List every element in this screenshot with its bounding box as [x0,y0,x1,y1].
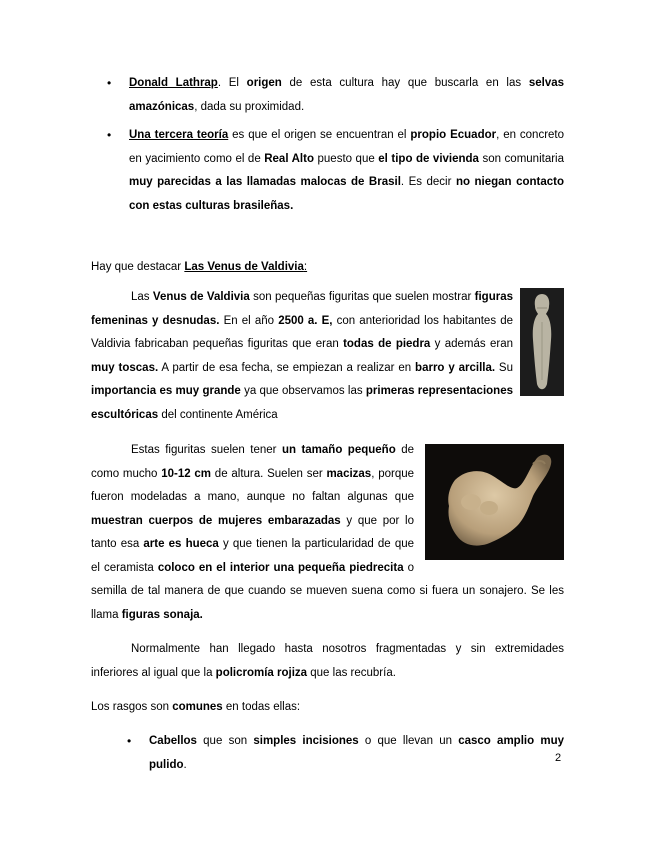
text-segment: Cabellos [149,735,197,747]
para2-line [91,510,414,534]
text-segment: 2500 a. E, [278,314,333,327]
text-segment: de esta cultura hay que buscarla en las [281,77,529,89]
text-segment: con anterioridad los habitantes de Valdivia fabricaban pequeñas figuritas que eran [91,314,514,350]
paragraph-figurine-size [91,439,414,580]
text-segment: o que llevan un [358,735,459,747]
text-segment: figuras sonaja. [121,608,203,621]
text-segment: . [183,758,187,771]
para2-line [91,533,414,557]
text-segment: figuras femeninas y desnudas. [91,291,513,327]
text-segment: el ceramista [91,561,158,574]
text-segment: como mucho [91,467,162,480]
text-segment: Venus de Valdivia [152,291,250,303]
text-segment: todas de piedra [343,338,431,350]
bullet-tercera-teoria [107,124,564,218]
text-segment: Las [131,291,153,303]
text-segment: fueron modeladas a mano, aunque no faltan algunas que [91,491,414,503]
figurine-stone-icon [520,288,564,396]
text-segment: comunes [172,701,223,713]
text-segment: del continente América [158,408,278,421]
text-segment: un tamaño pequeño [281,444,396,456]
text-segment: o [403,561,414,574]
text-segment: Hay que destacar [91,261,185,273]
text-segment: en todas ellas: [222,701,301,713]
bullet-cabellos [127,730,564,777]
text-segment: Una tercera teoría [129,129,229,141]
text-segment: ya que observamos las [240,385,366,397]
text-segment: Su [495,361,513,374]
text-segment: importancia es muy grande [91,385,241,397]
para2-line [91,439,414,463]
text-segment: muy parecidas a las llamadas malocas de Brasil [129,176,401,188]
text-segment: simples incisiones [253,735,359,747]
theory-bullet-list [107,72,564,223]
text-segment: Normalmente han llegado hasta nosotros fragmentadas y sin extremidades inferiores al igual que la [91,643,564,679]
rasgos-bullet-list [127,730,564,782]
text-segment: Real Alto [264,152,314,165]
intro-venus-line [91,256,564,280]
text-segment: arte es hueca [143,538,219,550]
text-segment: barro y arcilla. [415,361,496,374]
text-segment: : [303,261,308,273]
text-segment: muestran cuerpos de mujeres embarazadas [91,514,341,527]
text-segment: muy toscas. [91,361,159,374]
text-segment: son pequeñas figuritas que suelen mostrar [249,291,475,303]
text-segment: puesto que [313,152,379,165]
text-segment: 10-12 cm [161,467,212,480]
text-segment: y que tienen la particularidad de que [218,538,415,550]
text-segment: macizas [326,467,372,480]
text-segment: coloco en el interior una pequeña piedrecita [157,561,404,574]
text-segment: . El [217,77,247,89]
text-segment: tanto esa [91,538,144,550]
text-segment: Donald Lathrap [129,77,218,89]
text-segment: Los rasgos son [91,701,173,713]
text-segment: origen [246,77,282,89]
text-segment: . Es decir [400,176,456,188]
text-segment: Las Venus de Valdivia [184,261,304,273]
text-segment: A partir de esa fecha, se empiezan a realizar en [158,361,416,374]
text-segment: , dada su proximidad. [194,100,305,113]
text-segment: En el año [219,314,279,327]
venus-stone-figurine-image [520,288,564,396]
text-segment: de altura. Suelen ser [211,467,327,480]
text-segment: y que por lo [340,514,415,527]
text-segment: no niegan contacto con estas culturas brasileñas. [129,176,564,212]
text-segment: policromía rojiza [215,666,308,679]
page-number: 2 [555,752,562,764]
bullet-lathrap [107,72,564,119]
text-segment: , en concreto en yacimiento como el de [129,129,565,165]
text-segment: selvas amazónicas [129,77,565,113]
text-segment: propio Ecuador [410,129,497,141]
text-segment: Estas figuritas suelen tener [131,444,282,456]
text-segment: y además eran [430,338,514,350]
paragraph-fragmentadas [91,638,564,685]
paragraph-sonaja-continuation [91,580,564,627]
text-segment: de [395,444,414,456]
venus-clay-figurine-image [425,444,564,560]
text-segment: que las recubría. [307,666,396,679]
text-segment: primeras representaciones escultóricas [91,385,513,421]
text-segment: es que el origen se encuentran el [228,129,411,141]
paragraph-venus-description [91,286,513,427]
text-segment: el tipo de vivienda [378,152,479,165]
text-segment: que son [196,735,254,747]
text-segment: semilla de tal manera de que cuando se mueven suena como si fuera un sonajero. Se les llama [91,585,564,621]
text-segment: son comunitaria [478,152,564,165]
text-segment: , porque [371,467,415,480]
para2-line [91,557,414,581]
para2-line [91,486,414,510]
figurine-clay-icon [425,444,564,560]
text-segment: casco amplio muy pulido [149,735,564,771]
paragraph-rasgos-comunes [91,696,564,720]
para2-line [91,463,414,487]
